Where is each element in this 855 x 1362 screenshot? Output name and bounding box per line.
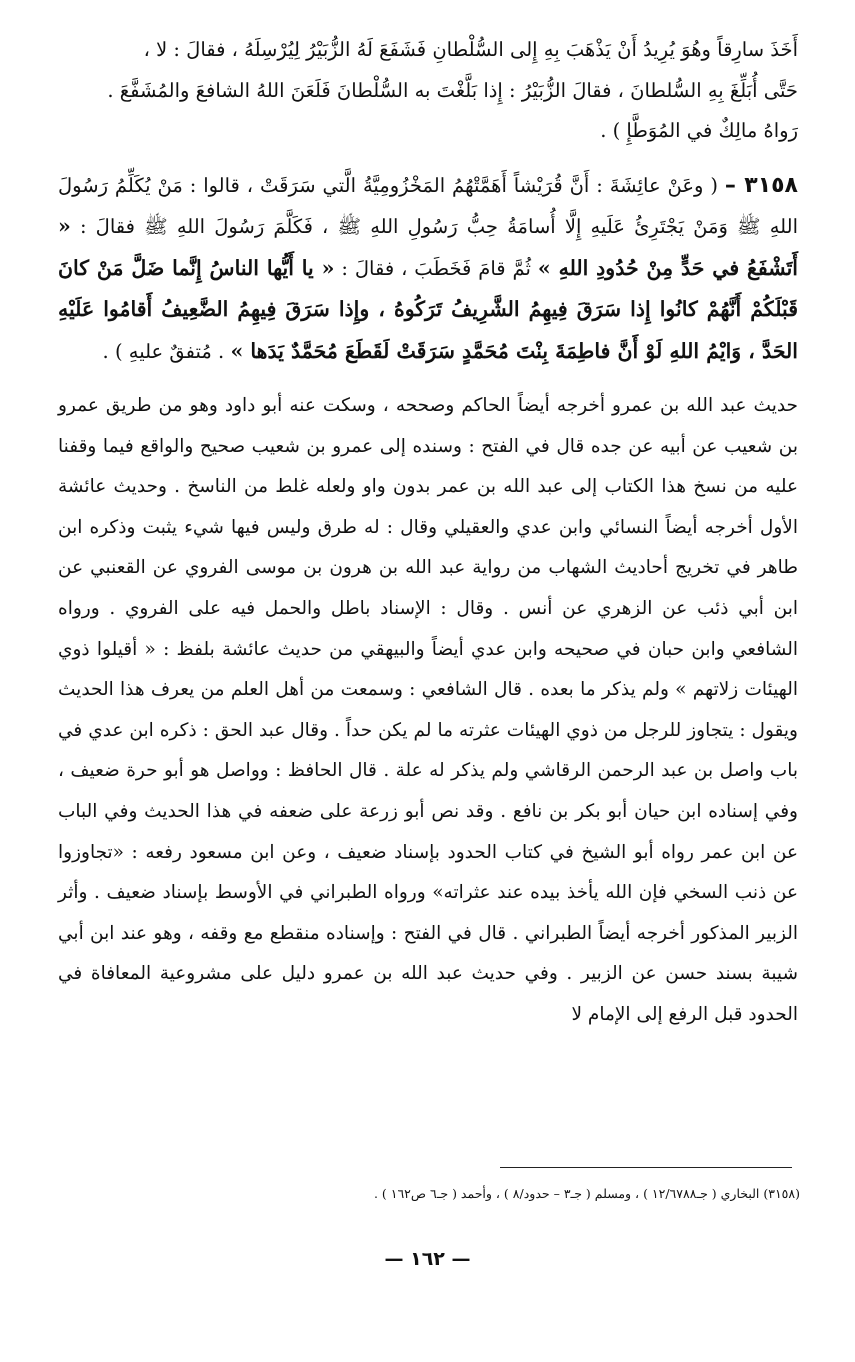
hadith-ending: . مُتفقٌ عليهِ ) . [102, 339, 225, 363]
footnote-divider [500, 1167, 792, 1168]
hadith-bold-sermon: « يا أَيُّها الناسُ إِنَّما ضَلَّ مَنْ كانَ قَبْلَكُمْ أَنَّهُمْ كانُوا إِذا سَرَقَ فِيهِمُ الشَّرِيفُ تَرَكُوهُ ، وإِذا سَرَقَ فِيهِمُ الضَّعِيفُ أَقامُوا عَلَيْهِ الحَدَّ ، وَايْمُ اللهِ لَوْ أَنَّ فاطِمَةَ بِنْتَ مُحَمَّدٍ سَرَقَتْ لَقَطَعَ مُحَمَّدٌ يَدَها » [58, 255, 798, 363]
quote-line-2: حَتَّى أُبَلِّغَ بِهِ السُّلطانَ ، فقالَ الزُّبَيْرُ : إِذا بَلَّغْتَ به السُّلْطانَ فَلَعَنَ اللهُ الشافعَ والمُشَفَّعَ . [107, 78, 798, 102]
quote-line-1: أَخَذَ سارِقاً وهُوَ يُرِيدُ أَنْ يَذْهَبَ بِهِ إِلى السُّلْطانِ فَشَفَعَ لَهُ الزُّبَيْرُ لِيُرْسِلَهُ ، فقالَ : لا ، [143, 38, 798, 61]
page-body [58, 30, 798, 1036]
hadith-number: ٣١٥٨ – [724, 172, 798, 198]
hadith-3158 [58, 166, 798, 373]
footnote: (٣١٥٨) البخاري ( جـ١٢/٦٧٨٨ ) ، ومسلم ( جـ٣ – حدود/٨ ) ، وأحمد ( جـ٦ ص١٦٢ ) . [373, 1186, 800, 1201]
quote-continuation [58, 30, 798, 152]
commentary-paragraph: حديث عبد الله بن عمرو أخرجه أيضاً الحاكم وصححه ، وسكت عنه أبو داود وهو من طريق عمرو بن شعيب عن أبيه عن جده قال في الفتح : وسنده إلى عمرو بن شعيب صحيح والواقع فيما وقفنا عليه من نسخ هذا الكتاب إلى عبد الله بن عمر بدون واو ولعله غلط من الناسخ . وحديث عائشة الأول أخرجه أيضاً النسائي وابن عدي والعقيلي وقال : له طرق وليس فيها شيء يثبت وذكره ابن طاهر في تخريج أحاديث الشهاب من رواية عبد الله بن هرون بن موسى الفروي عن القعنبي عن ابن أبي ذئب عن الزهري عن أنس . وقال : الإسناد باطل والحمل فيه على الفروي . ورواه الشافعي وابن حبان في صحيحه وابن عدي أيضاً والبيهقي من حديث عائشة بلفظ : « أقيلوا ذوي الهيئات زلاتهم » ولم يذكر ما بعده . قال الشافعي : وسمعت من أهل العلم من يعرف هذا الحديث ويقول : يتجاوز للرجل من ذوي الهيئات عثرته ما لم يكن حداً . وقال عبد الحق : ذكره ابن عدي في باب واصل بن عبد الرحمن الرقاشي ولم يذكر له علة . قال الحافظ : وواصل هو أبو حرة ضعيف ، وفي إسناده ابن حيان أبو بكر بن نافع . وقد نص أبو زرعة على ضعفه في هذا الحديث وفي الباب عن ابن عمر رواه أبو الشيخ في كتاب الحدود بإسناد ضعيف ، وعن ابن مسعود رفعه : «تجاوزوا عن ذنب السخي فإن الله يأخذ بيده عند عثراته» ورواه الطبراني في الأوسط بإسناد ضعيف . وأثر الزبير المذكور أخرجه أيضاً الطبراني . قال في الفتح : وإسناده منقطع مع وقفه ، وهو عند ابن أبي شيبة بسند حسن عن الزبير . وفي حديث عبد الله بن عمرو دليل على مشروعية المعافاة في الحدود قبل الرفع إلى الإمام لا [58, 395, 798, 1025]
quote-line-3: رَواهُ مالِكٌ في المُوَطَّإِ ) . [600, 119, 798, 142]
hadith-middle: ثُمَّ قامَ فَخَطَبَ ، فقالَ : [341, 256, 531, 280]
hadith-intro: ( وعَنْ عائِشَةَ : أَنَّ قُرَيْشاً أَهَمَّتْهُمُ المَخْزُومِيَّةُ الَّتي سَرَقَتْ ، قالوا : مَنْ يُكَلِّمُ رَسُولَ اللهِ ﷺ وَمَنْ يَجْتَرِئُ عَلَيهِ إِلَّا أُسامَةُ حِبُّ رَسُولِ اللهِ ﷺ ، فَكَلَّمَ رَسُولَ اللهِ ﷺ فقالَ : [58, 173, 798, 238]
hadith-bold-question: « أَتَشْفَعُ في حَدٍّ مِنْ حُدُودِ اللهِ » [58, 214, 798, 280]
page-number: — ١٦٢ — [384, 1248, 471, 1270]
